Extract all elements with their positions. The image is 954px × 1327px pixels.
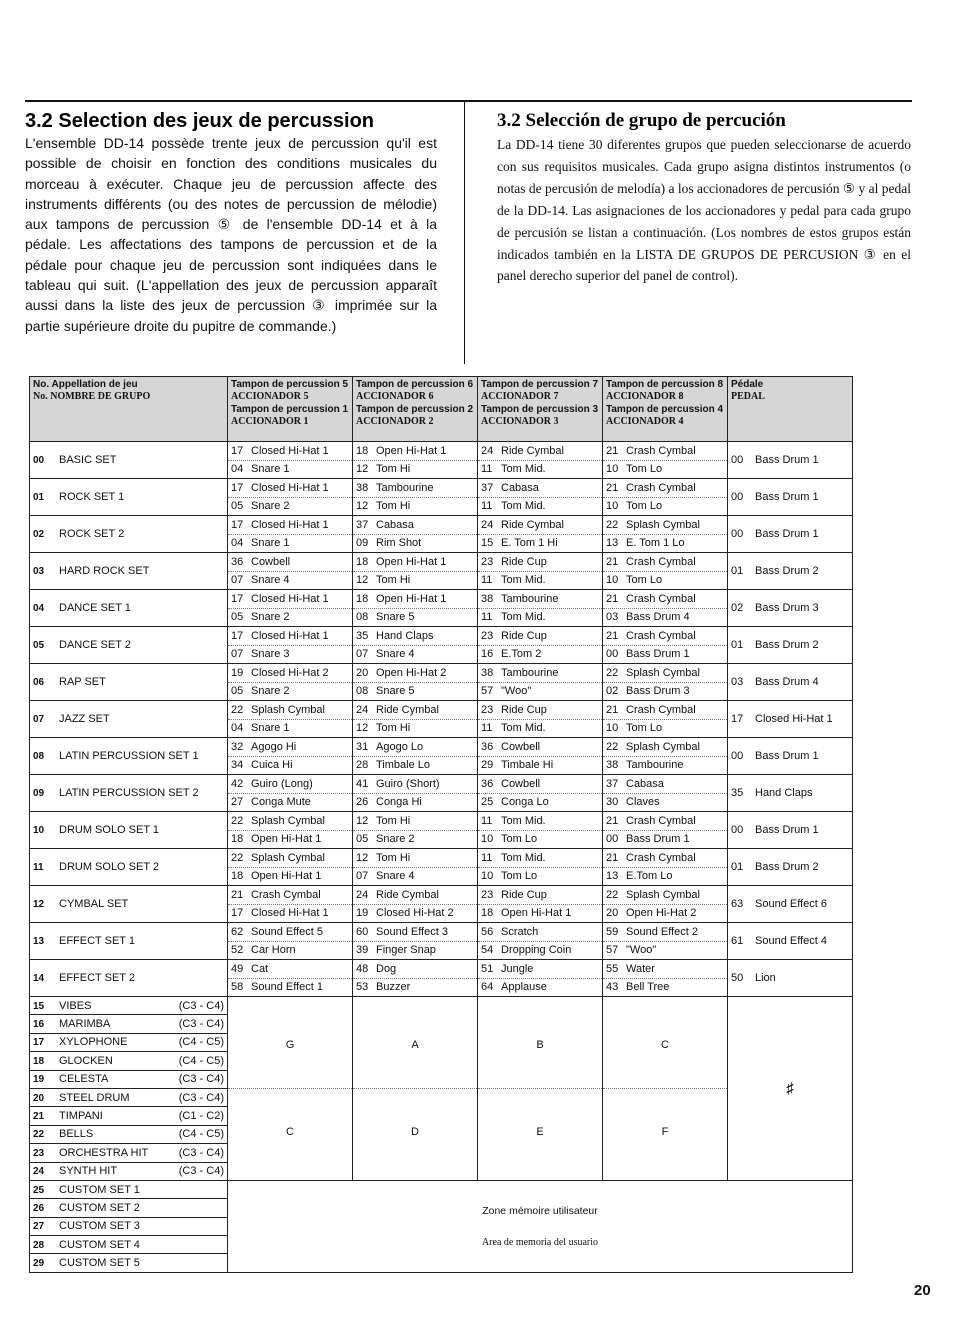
pad-entry: 19 Closed Hi-Hat 2 <box>353 904 477 922</box>
pad-cell <box>353 849 478 886</box>
melodic-set-cell: 17 XYLOPHONE (C4 - C5) <box>30 1033 228 1051</box>
pad-entry: 07 Snare 4 <box>353 645 477 663</box>
pad-entry: 10 Tom Lo <box>603 460 727 478</box>
table-row <box>30 960 853 997</box>
set-number: 14 <box>33 973 45 984</box>
pad-entry: 04 Snare 1 <box>228 719 352 737</box>
pad-entry: 54 Dropping Coin <box>478 941 602 959</box>
pad-entry: 56 Scratch <box>481 926 539 938</box>
pad-entry: 00 Bass Drum 1 <box>603 830 727 848</box>
pad-entry: 07 Snare 3 <box>228 645 352 663</box>
pad-entry: 11 Tom Mid. <box>478 608 602 626</box>
pad-entry: 25 Conga Lo <box>478 793 602 811</box>
pad-cell <box>353 960 478 997</box>
pedal-cell: 17 Closed Hi-Hat 1 <box>728 701 853 738</box>
pad-entry: 12 Tom Hi <box>356 852 411 864</box>
set-name-cell <box>30 960 228 997</box>
pad-cell <box>353 516 478 553</box>
pad-cell <box>228 775 353 812</box>
pad-entry: 10 Tom Lo <box>603 571 727 589</box>
pad-entry: 62 Sound Effect 5 <box>231 926 323 938</box>
set-name-cell <box>30 849 228 886</box>
zone-label-es: Area de memoria del usuario <box>481 1236 599 1248</box>
pad-entry: 43 Bell Tree <box>603 978 727 996</box>
set-name-cell <box>30 664 228 701</box>
pedal-cell: 00 Bass Drum 1 <box>728 516 853 553</box>
pad-entry: 02 Bass Drum 3 <box>603 682 727 700</box>
pedal-cell: 63 Sound Effect 6 <box>728 886 853 923</box>
pad-entry: 19 Closed Hi-Hat 2 <box>231 667 329 679</box>
pad-entry: 21 Crash Cymbal <box>606 556 696 568</box>
pad-entry: 18 Open Hi-Hat 1 <box>228 867 352 885</box>
pad-cell <box>478 960 603 997</box>
pad-entry: 10 Tom Lo <box>603 719 727 737</box>
pad-cell <box>228 849 353 886</box>
pad-entry: 37 Cabasa <box>356 519 414 531</box>
pad-cell <box>603 701 728 738</box>
pad-cell <box>478 553 603 590</box>
note-range-cell: A D <box>353 997 478 1181</box>
table-row <box>30 516 853 553</box>
pad-entry: 17 Closed Hi-Hat 1 <box>231 482 329 494</box>
pedal-cell: 01 Bass Drum 2 <box>728 553 853 590</box>
pad-entry: 18 Open Hi-Hat 1 <box>478 904 602 922</box>
pad-entry: 12 Tom Hi <box>353 719 477 737</box>
page-number: 20 <box>914 1282 931 1299</box>
user-memory-zone <box>228 1180 853 1272</box>
set-name-cell <box>30 812 228 849</box>
custom-set-cell: 27 CUSTOM SET 3 <box>30 1217 228 1235</box>
melodic-set-cell: 23 ORCHESTRA HIT (C3 - C4) <box>30 1144 228 1162</box>
pad-entry: 29 Timbale Hi <box>478 756 602 774</box>
pad-entry: 11 Tom Mid. <box>481 852 546 864</box>
table-header-row <box>30 377 853 442</box>
set-name: DRUM SOLO SET 2 <box>59 861 160 873</box>
set-number: 08 <box>33 751 45 762</box>
spanish-section <box>497 110 911 287</box>
pad-entry: 20 Open Hi-Hat 2 <box>603 904 727 922</box>
pad-entry: 22 Splash Cymbal <box>231 852 325 864</box>
zone-label-fr: Zone mémoire utilisateur <box>482 1204 598 1217</box>
pad-cell <box>603 627 728 664</box>
pad-entry: 22 Splash Cymbal <box>606 741 700 753</box>
pad-cell <box>228 479 353 516</box>
set-name: BASIC SET <box>59 454 117 466</box>
table-row <box>30 627 853 664</box>
pad-entry: 03 Bass Drum 4 <box>603 608 727 626</box>
pad-entry: 38 Tambourine <box>603 756 727 774</box>
set-name: DRUM SOLO SET 1 <box>59 824 160 836</box>
pad-cell <box>228 923 353 960</box>
pad-entry: 18 Open Hi-Hat 1 <box>356 593 447 605</box>
set-name: RAP SET <box>59 676 106 688</box>
set-number: 10 <box>33 825 45 836</box>
set-name: DANCE SET 2 <box>59 639 131 651</box>
pad-entry: 17 Closed Hi-Hat 1 <box>228 904 352 922</box>
pad-entry: 24 Ride Cymbal <box>356 889 439 901</box>
melodic-set-cell: 15 VIBES (C3 - C4) <box>30 997 228 1015</box>
pad-cell <box>228 590 353 627</box>
pad-cell <box>478 738 603 775</box>
pad-entry: 38 Tambourine <box>481 593 559 605</box>
set-name: ROCK SET 2 <box>59 528 125 540</box>
pad-cell <box>603 960 728 997</box>
pad-cell <box>353 590 478 627</box>
table-row <box>30 553 853 590</box>
set-name: ROCK SET 1 <box>59 491 125 503</box>
pad-cell <box>228 701 353 738</box>
pad-entry: 17 Closed Hi-Hat 1 <box>231 593 329 605</box>
pad-entry: 22 Splash Cymbal <box>231 815 325 827</box>
melodic-set-cell: 22 BELLS (C4 - C5) <box>30 1125 228 1143</box>
top-rule <box>25 100 912 102</box>
melodic-set-cell: 24 SYNTH HIT (C3 - C4) <box>30 1162 228 1180</box>
set-number: 07 <box>33 714 45 725</box>
pad-entry: 08 Snare 5 <box>353 608 477 626</box>
pad-entry: 22 Splash Cymbal <box>606 667 700 679</box>
pedal-cell: 02 Bass Drum 3 <box>728 590 853 627</box>
custom-set-cell: 26 CUSTOM SET 2 <box>30 1199 228 1217</box>
pedal-cell: 00 Bass Drum 1 <box>728 812 853 849</box>
pedal-cell: 00 Bass Drum 1 <box>728 479 853 516</box>
pad-cell <box>478 923 603 960</box>
set-name: DANCE SET 1 <box>59 602 131 614</box>
pad-cell <box>478 849 603 886</box>
pad-cell <box>603 886 728 923</box>
table-row <box>30 886 853 923</box>
header-pedal: Pédale PEDAL <box>728 377 853 442</box>
pad-entry: 12 Tom Hi <box>353 460 477 478</box>
pad-cell <box>478 442 603 479</box>
pad-entry: 11 Tom Mid. <box>478 719 602 737</box>
pad-cell <box>228 738 353 775</box>
pad-entry: 04 Snare 1 <box>228 460 352 478</box>
custom-set-cell: 29 CUSTOM SET 5 <box>30 1254 228 1272</box>
pad-cell <box>603 738 728 775</box>
pad-cell <box>353 775 478 812</box>
pad-entry: 37 Cabasa <box>481 482 539 494</box>
pad-entry: 05 Snare 2 <box>228 497 352 515</box>
pad-entry: 16 E.Tom 2 <box>478 645 602 663</box>
pad-entry: 21 Crash Cymbal <box>606 630 696 642</box>
pad-cell <box>603 664 728 701</box>
table-row <box>30 738 853 775</box>
pad-cell <box>353 627 478 664</box>
pad-entry: 18 Open Hi-Hat 1 <box>228 830 352 848</box>
pedal-cell: 50 Lion <box>728 960 853 997</box>
pad-entry: 21 Crash Cymbal <box>606 482 696 494</box>
pad-cell <box>228 812 353 849</box>
set-number: 06 <box>33 677 45 688</box>
melodic-set-cell: 20 STEEL DRUM (C3 - C4) <box>30 1088 228 1106</box>
pad-entry: 37 Cabasa <box>606 778 664 790</box>
pad-entry: 08 Snare 5 <box>353 682 477 700</box>
pad-entry: 49 Cat <box>231 963 269 975</box>
pad-entry: 11 Tom Mid. <box>478 460 602 478</box>
set-name-cell <box>30 590 228 627</box>
set-name: EFFECT SET 1 <box>59 935 136 947</box>
pad-cell <box>353 812 478 849</box>
pad-entry: 58 Sound Effect 1 <box>228 978 352 996</box>
pad-cell <box>603 553 728 590</box>
set-name-cell <box>30 775 228 812</box>
pad-cell <box>478 627 603 664</box>
pad-entry: 30 Claves <box>603 793 727 811</box>
set-number: 00 <box>33 455 45 466</box>
pad-cell <box>228 664 353 701</box>
set-name: HARD ROCK SET <box>59 565 150 577</box>
pad-entry: 13 E.Tom Lo <box>603 867 727 885</box>
table-row <box>30 775 853 812</box>
pad-entry: 12 Tom Hi <box>353 571 477 589</box>
header-pad-4-8: Tampon de percussion 8 ACCIONADOR 8 Tampon de percussion 4 ACCIONADOR 4 <box>603 377 728 442</box>
pad-cell <box>353 886 478 923</box>
pad-cell <box>353 442 478 479</box>
pad-cell <box>478 516 603 553</box>
pad-cell <box>228 442 353 479</box>
pad-entry: 23 Ride Cup <box>481 704 547 716</box>
pad-entry: 07 Snare 4 <box>228 571 352 589</box>
pad-entry: 21 Crash Cymbal <box>606 704 696 716</box>
table-row <box>30 479 853 516</box>
percussion-set-table <box>29 376 853 1273</box>
pad-entry: 39 Finger Snap <box>353 941 477 959</box>
set-name: CYMBAL SET <box>59 898 129 910</box>
pad-entry: 64 Applause <box>478 978 602 996</box>
melodic-set-cell: 19 CELESTA (C3 - C4) <box>30 1070 228 1088</box>
pad-entry: 23 Ride Cup <box>481 556 547 568</box>
set-name-cell <box>30 701 228 738</box>
pad-cell <box>603 775 728 812</box>
set-name-cell <box>30 738 228 775</box>
pedal-cell: 00 Bass Drum 1 <box>728 738 853 775</box>
pad-entry: 48 Dog <box>356 963 397 975</box>
pad-cell <box>478 590 603 627</box>
pad-entry: 09 Rim Shot <box>353 534 477 552</box>
pad-cell <box>353 479 478 516</box>
table-row <box>30 701 853 738</box>
table-row <box>30 1180 853 1198</box>
table-row <box>30 923 853 960</box>
pad-entry: 23 Ride Cup <box>481 630 547 642</box>
set-number: 13 <box>33 936 45 947</box>
pad-entry: 24 Ride Cymbal <box>481 519 564 531</box>
header-pad-1-5: Tampon de percussion 5 ACCIONADOR 5 Tampon de percussion 1 ACCIONADOR 1 <box>228 377 353 442</box>
note-range-cell: B E <box>478 997 603 1181</box>
pad-entry: 05 Snare 2 <box>353 830 477 848</box>
pad-entry: 18 Open Hi-Hat 1 <box>356 445 447 457</box>
set-name: JAZZ SET <box>59 713 110 725</box>
pad-entry: 00 Bass Drum 1 <box>603 645 727 663</box>
pedal-cell: 03 Bass Drum 4 <box>728 664 853 701</box>
pad-entry: 07 Snare 4 <box>353 867 477 885</box>
pad-cell <box>478 701 603 738</box>
pad-entry: 38 Tambourine <box>481 667 559 679</box>
pad-entry: 38 Tambourine <box>356 482 434 494</box>
pad-entry: 22 Splash Cymbal <box>606 889 700 901</box>
pad-entry: 60 Sound Effect 3 <box>356 926 448 938</box>
pad-entry: 17 Closed Hi-Hat 1 <box>231 630 329 642</box>
table-row <box>30 442 853 479</box>
pad-entry: 10 Tom Lo <box>603 497 727 515</box>
pad-cell <box>228 553 353 590</box>
pad-cell <box>353 701 478 738</box>
pad-entry: 24 Ride Cymbal <box>481 445 564 457</box>
pad-entry: 11 Tom Mid. <box>481 815 546 827</box>
pad-entry: 12 Tom Hi <box>353 497 477 515</box>
pad-cell <box>478 775 603 812</box>
header-set-name: No. Appellation de jeu No. NOMBRE DE GRUPO <box>30 377 228 442</box>
pad-entry: 21 Crash Cymbal <box>606 852 696 864</box>
pad-entry: 11 Tom Mid. <box>478 571 602 589</box>
pad-cell <box>353 553 478 590</box>
pad-entry: 32 Agogo Hi <box>231 741 297 753</box>
pad-entry: 05 Snare 2 <box>228 608 352 626</box>
pad-entry: 24 Ride Cymbal <box>356 704 439 716</box>
spanish-heading: 3.2 Selección de grupo de percución <box>497 110 786 131</box>
set-number: 09 <box>33 788 45 799</box>
spanish-paragraph: La DD-14 tiene 30 diferentes grupos que pueden seleccionarse de acuerdo con sus requisitos musicales. Cada grupo asigna distintos instrumentos (o notas de percusión de melodía) a los accionadores de percusión ⑤ y al pedal de la DD-14. Las asignaciones de los accionadores y pedal para cada grupo de percusión se listan a continuación. (Los nombres de estos grupos están indicados también en la LISTA DE GRUPOS DE PERCUSION ③ en el panel derecho superior del panel de control). <box>497 137 911 284</box>
pad-entry: 41 Guiro (Short) <box>356 778 440 790</box>
set-name-cell <box>30 442 228 479</box>
pedal-cell: 01 Bass Drum 2 <box>728 849 853 886</box>
pad-cell <box>603 812 728 849</box>
set-number: 02 <box>33 529 45 540</box>
pad-entry: 15 E. Tom 1 Hi <box>478 534 602 552</box>
french-heading: 3.2 Selection des jeux de percussion <box>25 110 375 132</box>
set-name-cell <box>30 923 228 960</box>
pedal-cell: 00 Bass Drum 1 <box>728 442 853 479</box>
pad-entry: 59 Sound Effect 2 <box>606 926 698 938</box>
pad-entry: 11 Tom Mid. <box>478 497 602 515</box>
pad-entry: 52 Car Horn <box>228 941 352 959</box>
pad-entry: 57 "Woo" <box>603 941 727 959</box>
pad-entry: 12 Tom Hi <box>356 815 411 827</box>
table-row <box>30 812 853 849</box>
pad-cell <box>478 664 603 701</box>
pad-entry: 05 Snare 2 <box>228 682 352 700</box>
pad-entry: 10 Tom Lo <box>478 830 602 848</box>
set-number: 03 <box>33 566 45 577</box>
pad-entry: 21 Crash Cymbal <box>606 815 696 827</box>
note-range-cell: C F <box>603 997 728 1181</box>
pad-entry: 35 Hand Claps <box>356 630 434 642</box>
set-name-cell <box>30 627 228 664</box>
set-number: 04 <box>33 603 45 614</box>
pedal-sharp-cell: ♯ <box>728 997 853 1181</box>
pad-entry: 36 Cowbell <box>481 778 541 790</box>
pad-entry: 36 Cowbell <box>231 556 291 568</box>
pad-cell <box>478 479 603 516</box>
melodic-set-cell: 16 MARIMBA (C3 - C4) <box>30 1015 228 1033</box>
set-number: 01 <box>33 492 45 503</box>
set-name: LATIN PERCUSSION SET 2 <box>59 787 199 799</box>
french-section <box>25 110 437 336</box>
pad-cell <box>603 590 728 627</box>
pad-cell <box>603 442 728 479</box>
table-row <box>30 664 853 701</box>
pad-entry: 22 Splash Cymbal <box>606 519 700 531</box>
pad-entry: 04 Snare 1 <box>228 534 352 552</box>
pad-entry: 28 Timbale Lo <box>353 756 477 774</box>
pad-entry: 36 Cowbell <box>481 741 541 753</box>
pad-cell <box>228 960 353 997</box>
pad-entry: 57 "Woo" <box>478 682 602 700</box>
set-name-cell <box>30 886 228 923</box>
pad-cell <box>478 812 603 849</box>
pad-cell <box>353 664 478 701</box>
set-name: LATIN PERCUSSION SET 1 <box>59 750 199 762</box>
table-row <box>30 997 853 1015</box>
column-divider <box>464 102 465 364</box>
pad-cell <box>603 849 728 886</box>
pad-entry: 21 Crash Cymbal <box>606 445 696 457</box>
pad-entry: 20 Open Hi-Hat 2 <box>356 667 447 679</box>
french-paragraph: L'ensemble DD-14 possède trente jeux de percussion qu'il est possible de choisir en fonction des conditions musicales du morceau à exécuter. Chaque jeu de percussion affecte des instruments différents (ou des notes de percussion de mélodie) aux tampons de percussion ⑤ de l'ensemble DD-14 et à la pédale. Les affectations des tampons de percussion et de la pédale pour chaque jeu de percussion sont indiquées dans le tableau qui suit. (L'appellation des jeux de percussion apparaît aussi dans la liste des jeux de percussion ③ imprimée sur la partie supérieure droite du pupitre de commande.) <box>25 135 437 334</box>
pad-entry: 42 Guiro (Long) <box>231 778 313 790</box>
pedal-cell: 35 Hand Claps <box>728 775 853 812</box>
header-pad-3-7: Tampon de percussion 7 ACCIONADOR 7 Tampon de percussion 3 ACCIONADOR 3 <box>478 377 603 442</box>
set-number: 05 <box>33 640 45 651</box>
pad-cell <box>228 627 353 664</box>
custom-set-cell: 28 CUSTOM SET 4 <box>30 1236 228 1254</box>
pad-entry: 22 Splash Cymbal <box>231 704 325 716</box>
pad-entry: 53 Buzzer <box>353 978 477 996</box>
pad-entry: 23 Ride Cup <box>481 889 547 901</box>
set-name-cell <box>30 516 228 553</box>
pad-cell <box>603 516 728 553</box>
set-name: EFFECT SET 2 <box>59 972 136 984</box>
pad-entry: 18 Open Hi-Hat 1 <box>356 556 447 568</box>
pad-cell <box>603 923 728 960</box>
pad-cell <box>353 738 478 775</box>
pad-entry: 17 Closed Hi-Hat 1 <box>231 445 329 457</box>
set-number: 11 <box>33 862 44 873</box>
pad-entry: 51 Jungle <box>481 963 534 975</box>
table-row <box>30 590 853 627</box>
pad-entry: 17 Closed Hi-Hat 1 <box>231 519 329 531</box>
pad-entry: 34 Cuica Hi <box>228 756 352 774</box>
pad-entry: 13 E. Tom 1 Lo <box>603 534 727 552</box>
pad-cell <box>603 479 728 516</box>
pad-entry: 21 Crash Cymbal <box>231 889 321 901</box>
pad-entry: 55 Water <box>606 963 655 975</box>
pad-cell <box>228 886 353 923</box>
pad-cell <box>228 516 353 553</box>
header-pad-2-6: Tampon de percussion 6 ACCIONADOR 6 Tampon de percussion 2 ACCIONADOR 2 <box>353 377 478 442</box>
pad-cell <box>353 923 478 960</box>
set-name-cell <box>30 553 228 590</box>
pad-entry: 27 Conga Mute <box>228 793 352 811</box>
pad-entry: 26 Conga Hi <box>353 793 477 811</box>
melodic-set-cell: 18 GLOCKEN (C4 - C5) <box>30 1052 228 1070</box>
note-range-cell: G C <box>228 997 353 1181</box>
pedal-cell: 61 Sound Effect 4 <box>728 923 853 960</box>
pad-entry: 10 Tom Lo <box>478 867 602 885</box>
pad-entry: 31 Agogo Lo <box>356 741 424 753</box>
melodic-set-cell: 21 TIMPANI (C1 - C2) <box>30 1107 228 1125</box>
pad-cell <box>478 886 603 923</box>
custom-set-cell: 25 CUSTOM SET 1 <box>30 1180 228 1198</box>
set-number: 12 <box>33 899 45 910</box>
table-row <box>30 849 853 886</box>
pedal-cell: 01 Bass Drum 2 <box>728 627 853 664</box>
pad-entry: 21 Crash Cymbal <box>606 593 696 605</box>
set-name-cell <box>30 479 228 516</box>
